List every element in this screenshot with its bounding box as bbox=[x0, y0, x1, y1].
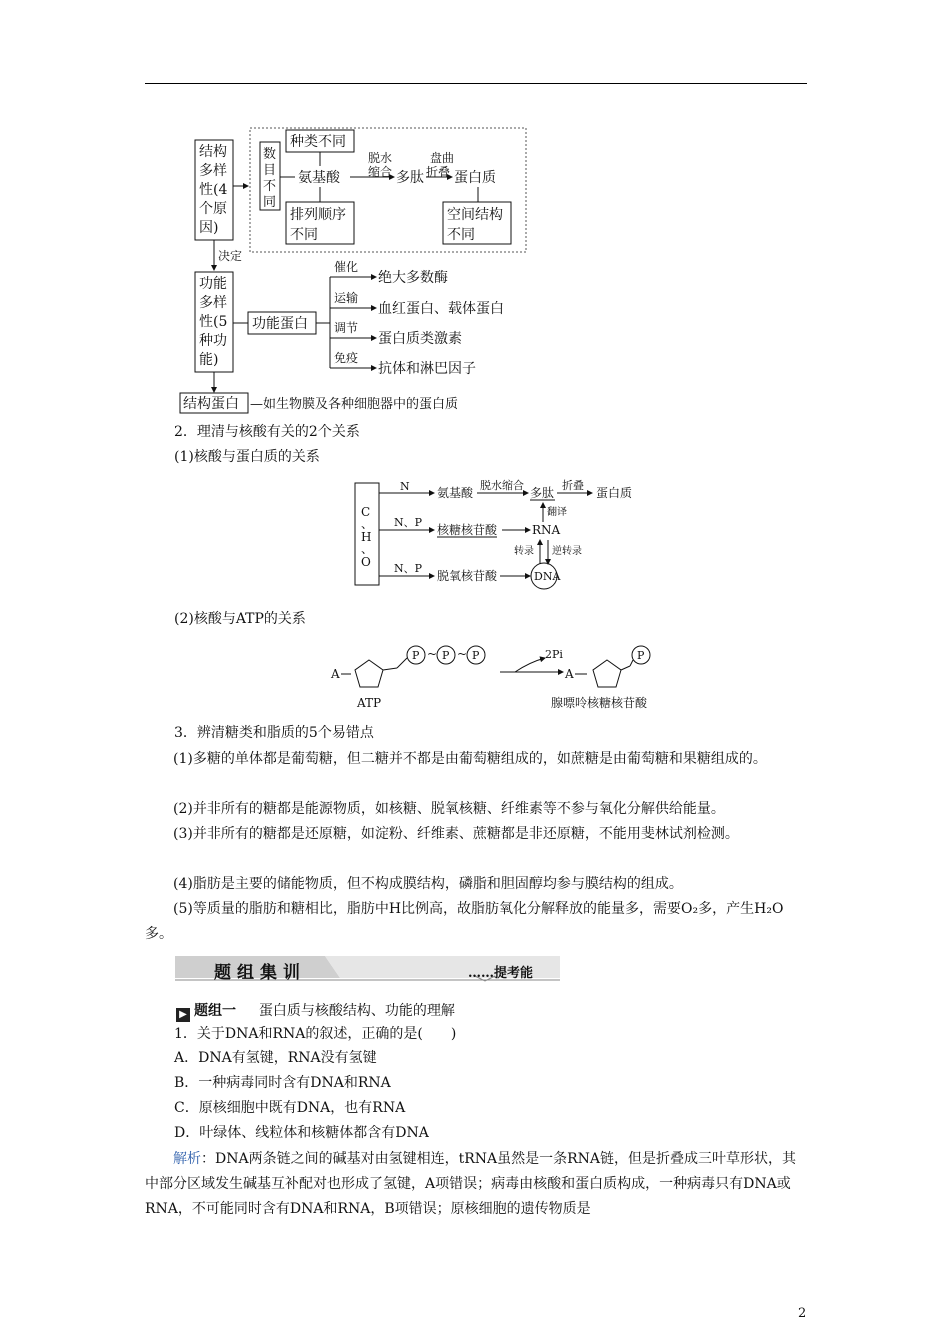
count-char: 不 bbox=[263, 179, 277, 194]
function-line: 种功 bbox=[199, 333, 227, 349]
option-b: B．一种病毒同时含有DNA和RNA bbox=[174, 1075, 391, 1091]
structure-line: 多样 bbox=[199, 163, 227, 179]
adenine-label: A bbox=[565, 667, 574, 681]
hormone-label: 蛋白质类激素 bbox=[378, 331, 462, 347]
page-number: 2 bbox=[798, 1306, 807, 1321]
atp-label: ATP bbox=[357, 696, 382, 710]
point-1: (1)多糖的单体都是葡萄糖，但二糖并不都是由葡萄糖组成的，如蔗糖是由葡萄糖和果糖组成的。 bbox=[173, 751, 767, 767]
dehydrate-label: 脱水 bbox=[368, 151, 393, 165]
structure-line: 因) bbox=[199, 220, 219, 236]
function-line: 多样 bbox=[199, 295, 227, 311]
function-protein-label: 功能蛋白 bbox=[252, 316, 308, 332]
order-label: 排列顺序 bbox=[290, 207, 346, 223]
protein-label: 蛋白质 bbox=[454, 170, 496, 186]
point-2: (2)并非所有的糖都是能源物质，如核糖、脱氧核糖、纤维素等不参与氧化分解供给能量。 bbox=[173, 801, 725, 817]
amino-acid-label: 氨基酸 bbox=[437, 486, 474, 500]
point-4: (4)脂肪是主要的储能物质，但不构成膜结构，磷脂和胆固醇均参与膜结构的组成。 bbox=[173, 876, 683, 892]
immune-label: 免疫 bbox=[334, 351, 359, 365]
regulate-label: 调节 bbox=[334, 321, 359, 335]
dehydrate-label: 脱水缩合 bbox=[480, 479, 524, 492]
count-char: 数 bbox=[263, 147, 277, 162]
ribonucleotide-label: 核糖核苷酸 bbox=[437, 523, 498, 537]
header-rule bbox=[145, 83, 807, 84]
enzyme-label: 绝大多数酶 bbox=[378, 270, 448, 286]
group-label: 题组一 bbox=[194, 1003, 236, 1019]
option-a: A．DNA有氢键，RNA没有氢键 bbox=[174, 1050, 377, 1066]
rna-label: RNA bbox=[532, 523, 561, 537]
fold-label: 折叠 bbox=[426, 165, 451, 179]
transcribe-label: 转录 bbox=[514, 546, 534, 557]
sub-heading-1: (1)核酸与蛋白质的关系 bbox=[174, 449, 320, 465]
structure-line: 结构 bbox=[199, 144, 227, 160]
phosphate-label: P bbox=[637, 649, 645, 662]
translate-label: 翻译 bbox=[547, 507, 567, 518]
svg-text:~: ~ bbox=[427, 647, 438, 661]
dna-label: DNA bbox=[534, 570, 561, 583]
play-icon: ▶ bbox=[176, 1008, 190, 1022]
analysis-text: ：DNA两条链之间的碱基对由氢键相连，tRNA虽然是一条RNA链，但是折叠成三叶草形状，其中部分区域发生碱基互补配对也形成了氢键，A项错误；病毒由核酸和蛋白质构成，一种病毒只有DNA或RNA，不可能同时含有DNA和RNA，B项错误；原核细胞的遗传物质是 bbox=[145, 1151, 797, 1217]
structure-line: 个原 bbox=[199, 201, 227, 217]
cho-char: C bbox=[361, 505, 371, 519]
peptide-label: 多肽 bbox=[396, 170, 424, 186]
cho-char: O bbox=[361, 555, 371, 569]
cho-char: 、 bbox=[361, 517, 374, 531]
phosphate-label: P bbox=[442, 649, 450, 662]
antibody-label: 抗体和淋巴因子 bbox=[378, 361, 476, 377]
np-label: N、P bbox=[394, 562, 423, 575]
space-label: 空间结构 bbox=[447, 207, 503, 223]
fold-label: 折叠 bbox=[562, 479, 584, 492]
atp-diagram bbox=[325, 640, 665, 715]
amino-acid-label: 氨基酸 bbox=[298, 170, 340, 186]
amp-label: 腺嘌呤核糖核苷酸 bbox=[551, 696, 648, 710]
reverse-transcribe-label: 逆转录 bbox=[552, 546, 582, 557]
function-line: 性(5 bbox=[199, 314, 228, 330]
heading-nucleic: 2．理清与核酸有关的2个关系 bbox=[174, 424, 360, 440]
cho-char: H bbox=[361, 530, 372, 544]
order-label: 不同 bbox=[290, 227, 318, 243]
count-char: 目 bbox=[263, 163, 277, 178]
group-title: 蛋白质与核酸结构、功能的理解 bbox=[258, 1003, 455, 1019]
kind-label: 种类不同 bbox=[290, 134, 346, 150]
peptide-label: 多肽 bbox=[530, 486, 555, 500]
heading-sugar-lipid: 3．辨清糖类和脂质的5个易错点 bbox=[174, 725, 374, 741]
analysis bbox=[145, 1147, 805, 1222]
n-label: N bbox=[400, 480, 410, 493]
structure-line: 性(4 bbox=[199, 182, 228, 198]
count-char: 同 bbox=[263, 195, 277, 210]
hemoglobin-label: 血红蛋白、载体蛋白 bbox=[378, 301, 504, 317]
group-heading bbox=[176, 1000, 455, 1022]
option-c: C．原核细胞中既有DNA，也有RNA bbox=[174, 1100, 406, 1116]
point-5: (5)等质量的脂肪和糖相比，脂肪中H比例高，故脂肪氧化分解释放的能量多，需要O₂多，产生H₂O多。 bbox=[145, 901, 784, 942]
protein-diversity-diagram bbox=[170, 120, 550, 420]
adenine-label: A bbox=[331, 667, 340, 681]
option-d: D．叶绿体、线粒体和核糖体都含有DNA bbox=[174, 1125, 429, 1141]
protein-label: 蛋白质 bbox=[596, 486, 633, 500]
function-line: 功能 bbox=[199, 276, 227, 292]
decide-label: 决定 bbox=[218, 249, 243, 263]
question-1: 1．关于DNA和RNA的叙述，正确的是( ) bbox=[174, 1026, 457, 1042]
np-label: N、P bbox=[394, 516, 423, 529]
deoxynucleotide-label: 脱氧核苷酸 bbox=[437, 569, 498, 583]
function-line: 能) bbox=[199, 352, 219, 368]
svg-text:~: ~ bbox=[457, 647, 468, 661]
analysis-label: 解析 bbox=[173, 1151, 201, 1167]
nucleic-protein-diagram bbox=[350, 478, 650, 593]
phosphate-label: P bbox=[472, 649, 480, 662]
structure-protein-desc: —如生物膜及各种细胞器中的蛋白质 bbox=[250, 397, 459, 412]
pi-label: 2Pi bbox=[545, 648, 563, 661]
space-label: 不同 bbox=[447, 227, 475, 243]
banner-subtitle: ……提考能 bbox=[468, 966, 534, 981]
transport-label: 运输 bbox=[334, 291, 359, 305]
cho-char: 、 bbox=[361, 542, 374, 556]
structure-protein-label: 结构蛋白 bbox=[183, 396, 239, 412]
dehydrate-label: 缩合 bbox=[368, 165, 393, 179]
fold-label: 盘曲 bbox=[430, 151, 455, 165]
catalysis-label: 催化 bbox=[334, 260, 359, 274]
sub-heading-2: (2)核酸与ATP的关系 bbox=[174, 611, 306, 627]
banner-title: 题组集训 bbox=[214, 963, 306, 983]
point-3: (3)并非所有的糖都是还原糖，如淀粉、纤维素、蔗糖都是非还原糖，不能用斐林试剂检测。 bbox=[173, 826, 739, 842]
phosphate-label: P bbox=[412, 649, 420, 662]
